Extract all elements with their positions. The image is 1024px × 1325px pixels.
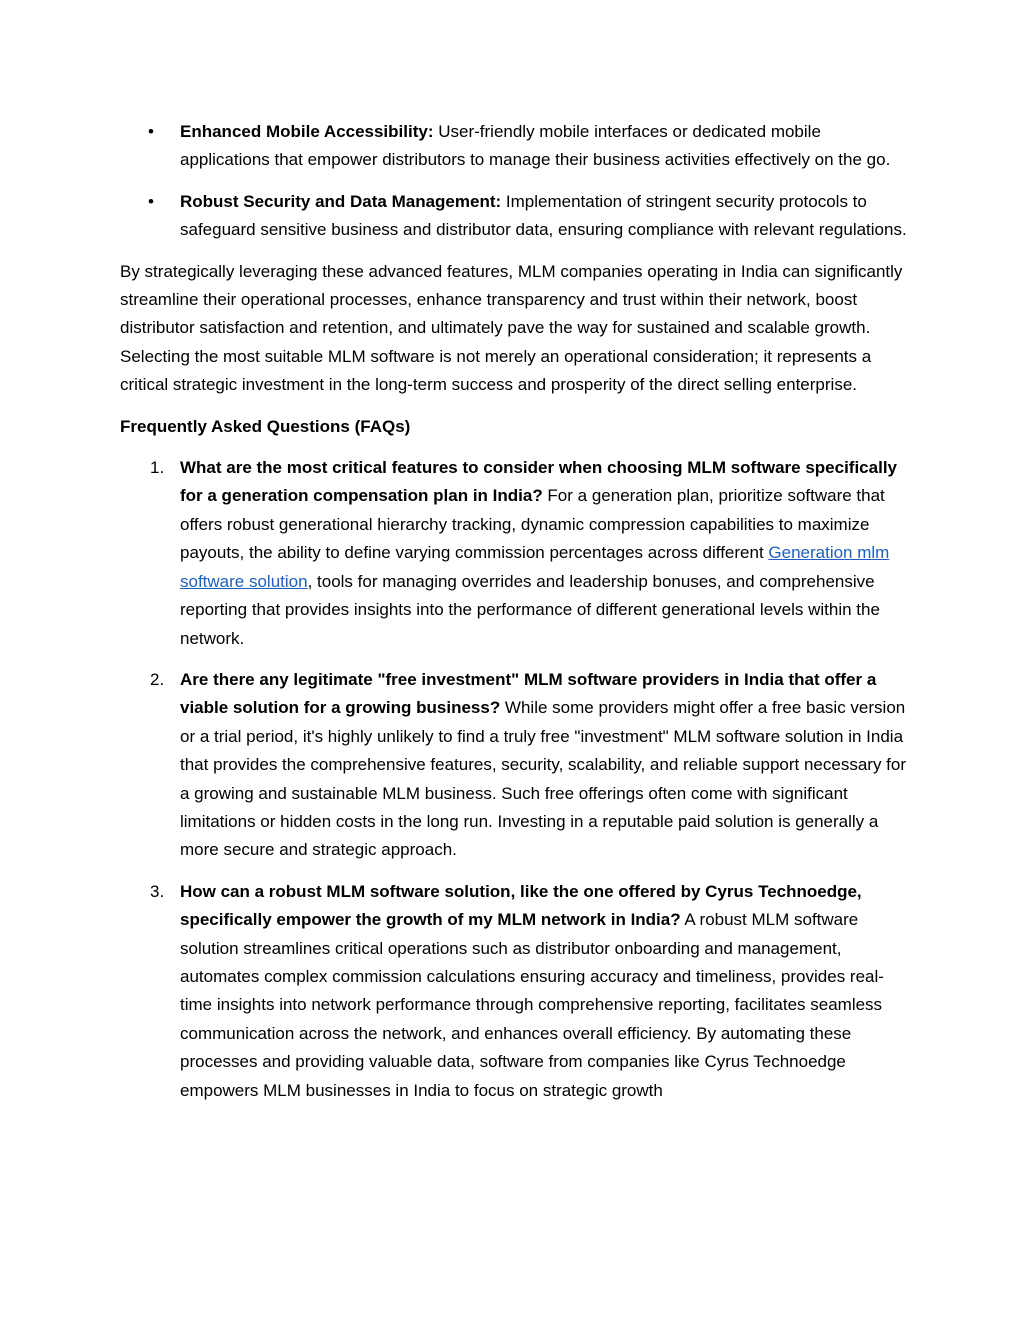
bullet-body: User-friendly mobile interfaces or dedicated mobile applications that empower distributors to manage their business activities effectively on the go. bbox=[180, 122, 891, 170]
bullet-item-mobile-accessibility bbox=[120, 118, 910, 175]
faq-text bbox=[180, 454, 910, 653]
bullet-text bbox=[180, 118, 910, 175]
faq-question: Are there any legitimate "free investment" MLM software providers in India that offer a viable solution for a growing business? bbox=[180, 669, 877, 718]
faq-item-3 bbox=[120, 878, 910, 1105]
faq-text bbox=[180, 878, 910, 1105]
faq-list bbox=[120, 454, 910, 1105]
document-content bbox=[120, 118, 910, 1118]
faq-answer-part: , tools for managing overrides and leadership bonuses, and comprehensive reporting that provides insights into the performance of different generational levels within the network. bbox=[180, 571, 880, 648]
faq-question: How can a robust MLM software solution, like the one offered by Cyrus Technoedge, specifically empower the growth of my MLM network in India? bbox=[180, 881, 862, 930]
faq-heading: Frequently Asked Questions (FAQs) bbox=[120, 416, 411, 436]
bullet-text bbox=[180, 188, 910, 245]
summary-paragraph: By strategically leveraging these advanced features, MLM companies operating in India can significantly streamline their operational processes, enhance transparency and trust within their network, boost distributor satisfaction and retention, and ultimately pave the way for sustained and scalable growth. Selecting the most suitable MLM software is not merely an operational consideration; it represents a critical strategic investment in the long-term success and prosperity of the direct selling enterprise. bbox=[120, 261, 903, 395]
bullet-marker: • bbox=[148, 191, 154, 211]
faq-item-2 bbox=[120, 666, 910, 865]
faq-question: What are the most critical features to consider when choosing MLM software specifically for a generation compensation plan in India? bbox=[180, 458, 897, 506]
bullet-title: Robust Security and Data Management: bbox=[180, 191, 502, 211]
bullet-body: Implementation of stringent security protocols to safeguard sensitive business and distributor data, ensuring compliance with relevant regulations. bbox=[180, 191, 907, 240]
feature-bullet-list bbox=[120, 118, 910, 245]
bullet-item-security bbox=[120, 188, 910, 245]
faq-answer: A robust MLM software solution streamlines critical operations such as distributor onboarding and management, automates complex commission calculations ensuring accuracy and timeliness, provides real-time insights into network performance through comprehensive reporting, facilitates seamless communication across the network, and enhances overall efficiency. By automating these processes and providing valuable data, software from companies like Cyrus Technoedge empowers MLM businesses in India to focus on strategic growth bbox=[180, 910, 884, 1100]
faq-text bbox=[180, 666, 910, 865]
faq-number: 1. bbox=[150, 458, 165, 478]
faq-answer-part: For a generation plan, prioritize software that offers robust generational hierarchy tracking, dynamic compression capabilities to maximize payouts, the ability to define varying commission percentages across different bbox=[180, 486, 885, 563]
faq-item-1 bbox=[120, 454, 910, 653]
faq-number: 2. bbox=[150, 669, 165, 689]
bullet-marker: • bbox=[148, 122, 154, 141]
bullet-title: Enhanced Mobile Accessibility: bbox=[180, 122, 434, 141]
faq-number: 3. bbox=[150, 881, 165, 901]
generation-mlm-software-link[interactable]: Generation mlm software solution bbox=[180, 543, 890, 591]
faq-answer: While some providers might offer a free basic version or a trial period, it's highly unlikely to find a truly free "investment" MLM software solution in India that provides the comprehensive features, security, scalability, and reliable support necessary for a growing and sustainable MLM business. Such free offerings often come with significant limitations or hidden costs in the long run. Investing in a reputable paid solution is generally a more secure and strategic approach. bbox=[180, 698, 907, 860]
